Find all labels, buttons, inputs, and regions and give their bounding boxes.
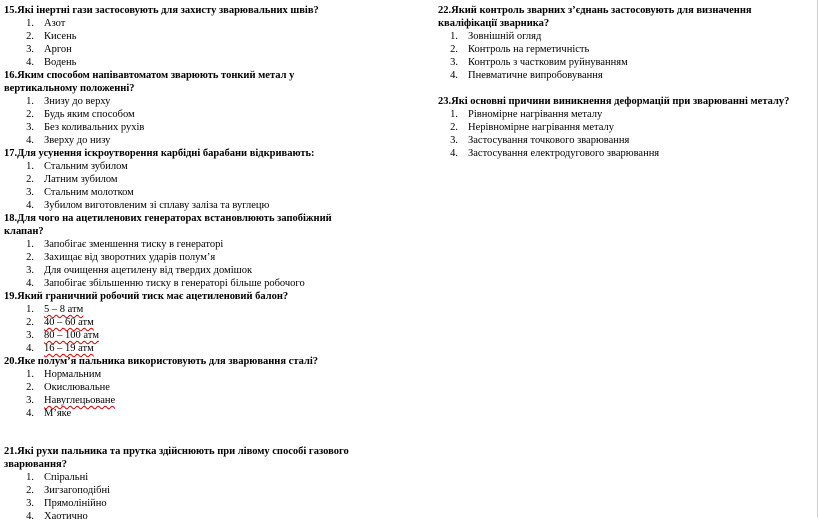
- answer-list: [4, 471, 389, 523]
- list-item: 1. Азот: [26, 18, 66, 29]
- question-23: [438, 95, 818, 160]
- list-item: 3. Прямолінійно: [26, 498, 107, 509]
- list-item: 2. Кисень: [26, 31, 77, 42]
- list-item: 2. Захищає від зворотних ударів полум’я: [26, 252, 216, 263]
- question-21: [4, 445, 389, 523]
- question-title: 15.Які інертні гази застосовують для захисту зварювальних швів?: [4, 5, 319, 16]
- answer-list: [438, 30, 788, 82]
- list-item: 4. Зубилом виготовленим зі сплаву заліза та вуглецю: [26, 200, 270, 211]
- list-item: 1. 5 – 8 атм: [26, 304, 84, 315]
- question-20: [4, 355, 404, 420]
- answer-list: [4, 303, 404, 355]
- question-17: [4, 147, 404, 212]
- question-22: [438, 4, 788, 82]
- list-item: 4. М’яке: [26, 408, 72, 419]
- question-16: [4, 69, 334, 147]
- question-title: 21.Які рухи пальника та прутка здійснюють при лівому способі газового зварювання?: [4, 446, 349, 470]
- list-item: 2. Нерівномірне нагрівання металу: [450, 122, 614, 133]
- list-item: 4. Зверху до низу: [26, 135, 111, 146]
- list-item: 3. Без коливальних рухів: [26, 122, 145, 133]
- list-item: 4. Пневматичне випробовування: [450, 70, 603, 81]
- list-item: 2. Латним зубилом: [26, 174, 118, 185]
- list-item: 1. Спіральні: [26, 472, 89, 483]
- left-column: [4, 4, 404, 523]
- spacer: [4, 420, 404, 433]
- list-item: 2. Зигзагоподібні: [26, 485, 110, 496]
- list-item: 1. Рівномірне нагрівання металу: [450, 109, 603, 120]
- list-item: 3. Аргон: [26, 44, 72, 55]
- page-edge-line: [817, 0, 818, 517]
- answer-list: [4, 17, 404, 69]
- answer-list: [4, 238, 369, 290]
- answer-list: [4, 160, 404, 212]
- question-title: 17.Для усунення іскроутворення карбідні барабани відкривають:: [4, 148, 315, 159]
- list-item: 3. Навуглецьоване: [26, 395, 116, 406]
- list-item: 1. Знизу до верху: [26, 96, 111, 107]
- list-item: 2. Будь яким способом: [26, 109, 135, 120]
- question-title: 18.Для чого на ацетиленових генераторах встановлюють запобіжний клапан?: [4, 213, 332, 237]
- answer-list: [438, 108, 818, 160]
- answer-list: [4, 368, 404, 420]
- list-item: 1. Запобігає зменшення тиску в генераторі: [26, 239, 224, 250]
- list-item: 3. Контроль з частковим руйнуванням: [450, 57, 628, 68]
- question-title: 16.Яким способом напівавтоматом зварюють тонкий метал у вертикальному положенні?: [4, 70, 295, 94]
- list-item: 1. Зовнішній огляд: [450, 31, 542, 42]
- question-15: [4, 4, 404, 69]
- question-title: 22.Який контроль зварних з’єднань застосовують для визначення кваліфікації зварника?: [438, 5, 752, 29]
- question-19: [4, 290, 404, 355]
- list-item: 3. 80 – 100 атм: [26, 330, 99, 341]
- list-item: 4. Водень: [26, 57, 77, 68]
- list-item: 4. Застосування електродугового зварювання: [450, 148, 660, 159]
- question-18: [4, 212, 369, 290]
- question-title: 20.Яке полум’я пальника використовують для зварювання сталі?: [4, 356, 319, 367]
- list-item: 1. Нормальним: [26, 369, 102, 380]
- list-item: 3. Для очищення ацетилену від твердих домішок: [26, 265, 253, 276]
- list-item: 4. 16 – 19 атм: [26, 343, 94, 354]
- right-column: [438, 4, 818, 160]
- list-item: 2. Контроль на герметичність: [450, 44, 590, 55]
- list-item: 2. Окислювальне: [26, 382, 110, 393]
- question-title: 19.Який граничний робочий тиск має ацетиленовий балон?: [4, 291, 289, 302]
- list-item: 1. Стальним зубилом: [26, 161, 128, 172]
- list-item: 2. 40 – 60 атм: [26, 317, 94, 328]
- answer-list: [4, 95, 334, 147]
- list-item: 4. Хаотично: [26, 511, 88, 522]
- spacer: [4, 433, 404, 445]
- list-item: 3. Застосування точкового зварювання: [450, 135, 630, 146]
- question-title: 23.Які основні причини виникнення деформацій при зварюванні металу?: [438, 96, 790, 107]
- list-item: 4. Запобігає збільшенню тиску в генераторі більше робочого: [26, 278, 305, 289]
- list-item: 3. Стальним молотком: [26, 187, 134, 198]
- spacer: [438, 82, 818, 95]
